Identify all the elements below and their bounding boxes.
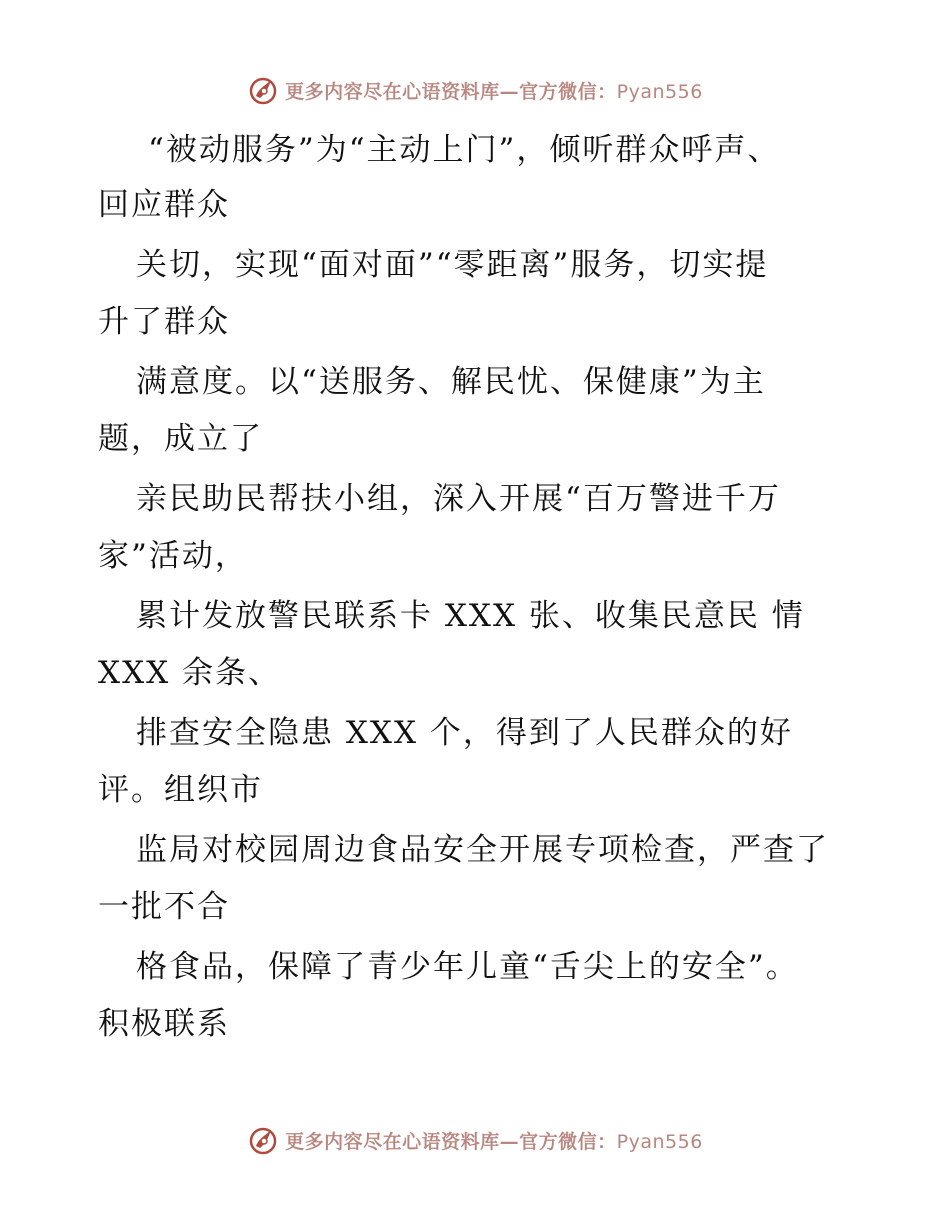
footer-banner-id: Pyan556 [616, 1130, 703, 1153]
body-line: 升了群众 [98, 304, 230, 340]
body-line: 评。组织市 [98, 772, 263, 808]
body-line: “被动服务”为“主动上门”，倾听群众呼声、 [148, 132, 781, 168]
body-line: 排查安全隐患 XXX 个，得到了人民群众的好 [136, 715, 793, 751]
header-banner-cn: 更多内容尽在心语资料库—官方微信： [285, 80, 617, 103]
footer-banner [0, 1122, 950, 1158]
body-line: 亲民助民帮扶小组，深入开展“百万警进千万 [136, 481, 781, 517]
body-line: XXX 余条、 [98, 655, 282, 691]
body-line: 监局对校园周边食品安全开展专项检查，严查了 [136, 832, 829, 868]
footer-banner-text [285, 1127, 703, 1154]
header-banner-id: Pyan556 [616, 80, 703, 103]
body-line: 关切，实现“面对面”“零距离”服务，切实提 [136, 247, 769, 283]
body-line: 一批不合 [98, 889, 230, 925]
body-line: 题，成立了 [98, 421, 263, 457]
body-line: 满意度。以“送服务、解民忧、保健康”为主 [136, 364, 766, 400]
footer-banner-cn: 更多内容尽在心语资料库—官方微信： [285, 1130, 617, 1153]
flame-seal-icon [247, 74, 279, 106]
body-line: 格食品，保障了青少年儿童“舌尖上的安全”。 [136, 949, 799, 985]
body-line: 积极联系 [98, 1006, 230, 1042]
flame-seal-icon [247, 1124, 279, 1156]
body-line: 累计发放警民联系卡 XXX 张、收集民意民 情 [136, 598, 805, 634]
header-banner-text [285, 77, 703, 104]
header-banner [0, 72, 950, 108]
body-line: 回应群众 [98, 187, 230, 223]
body-line: 家”活动， [98, 538, 248, 574]
